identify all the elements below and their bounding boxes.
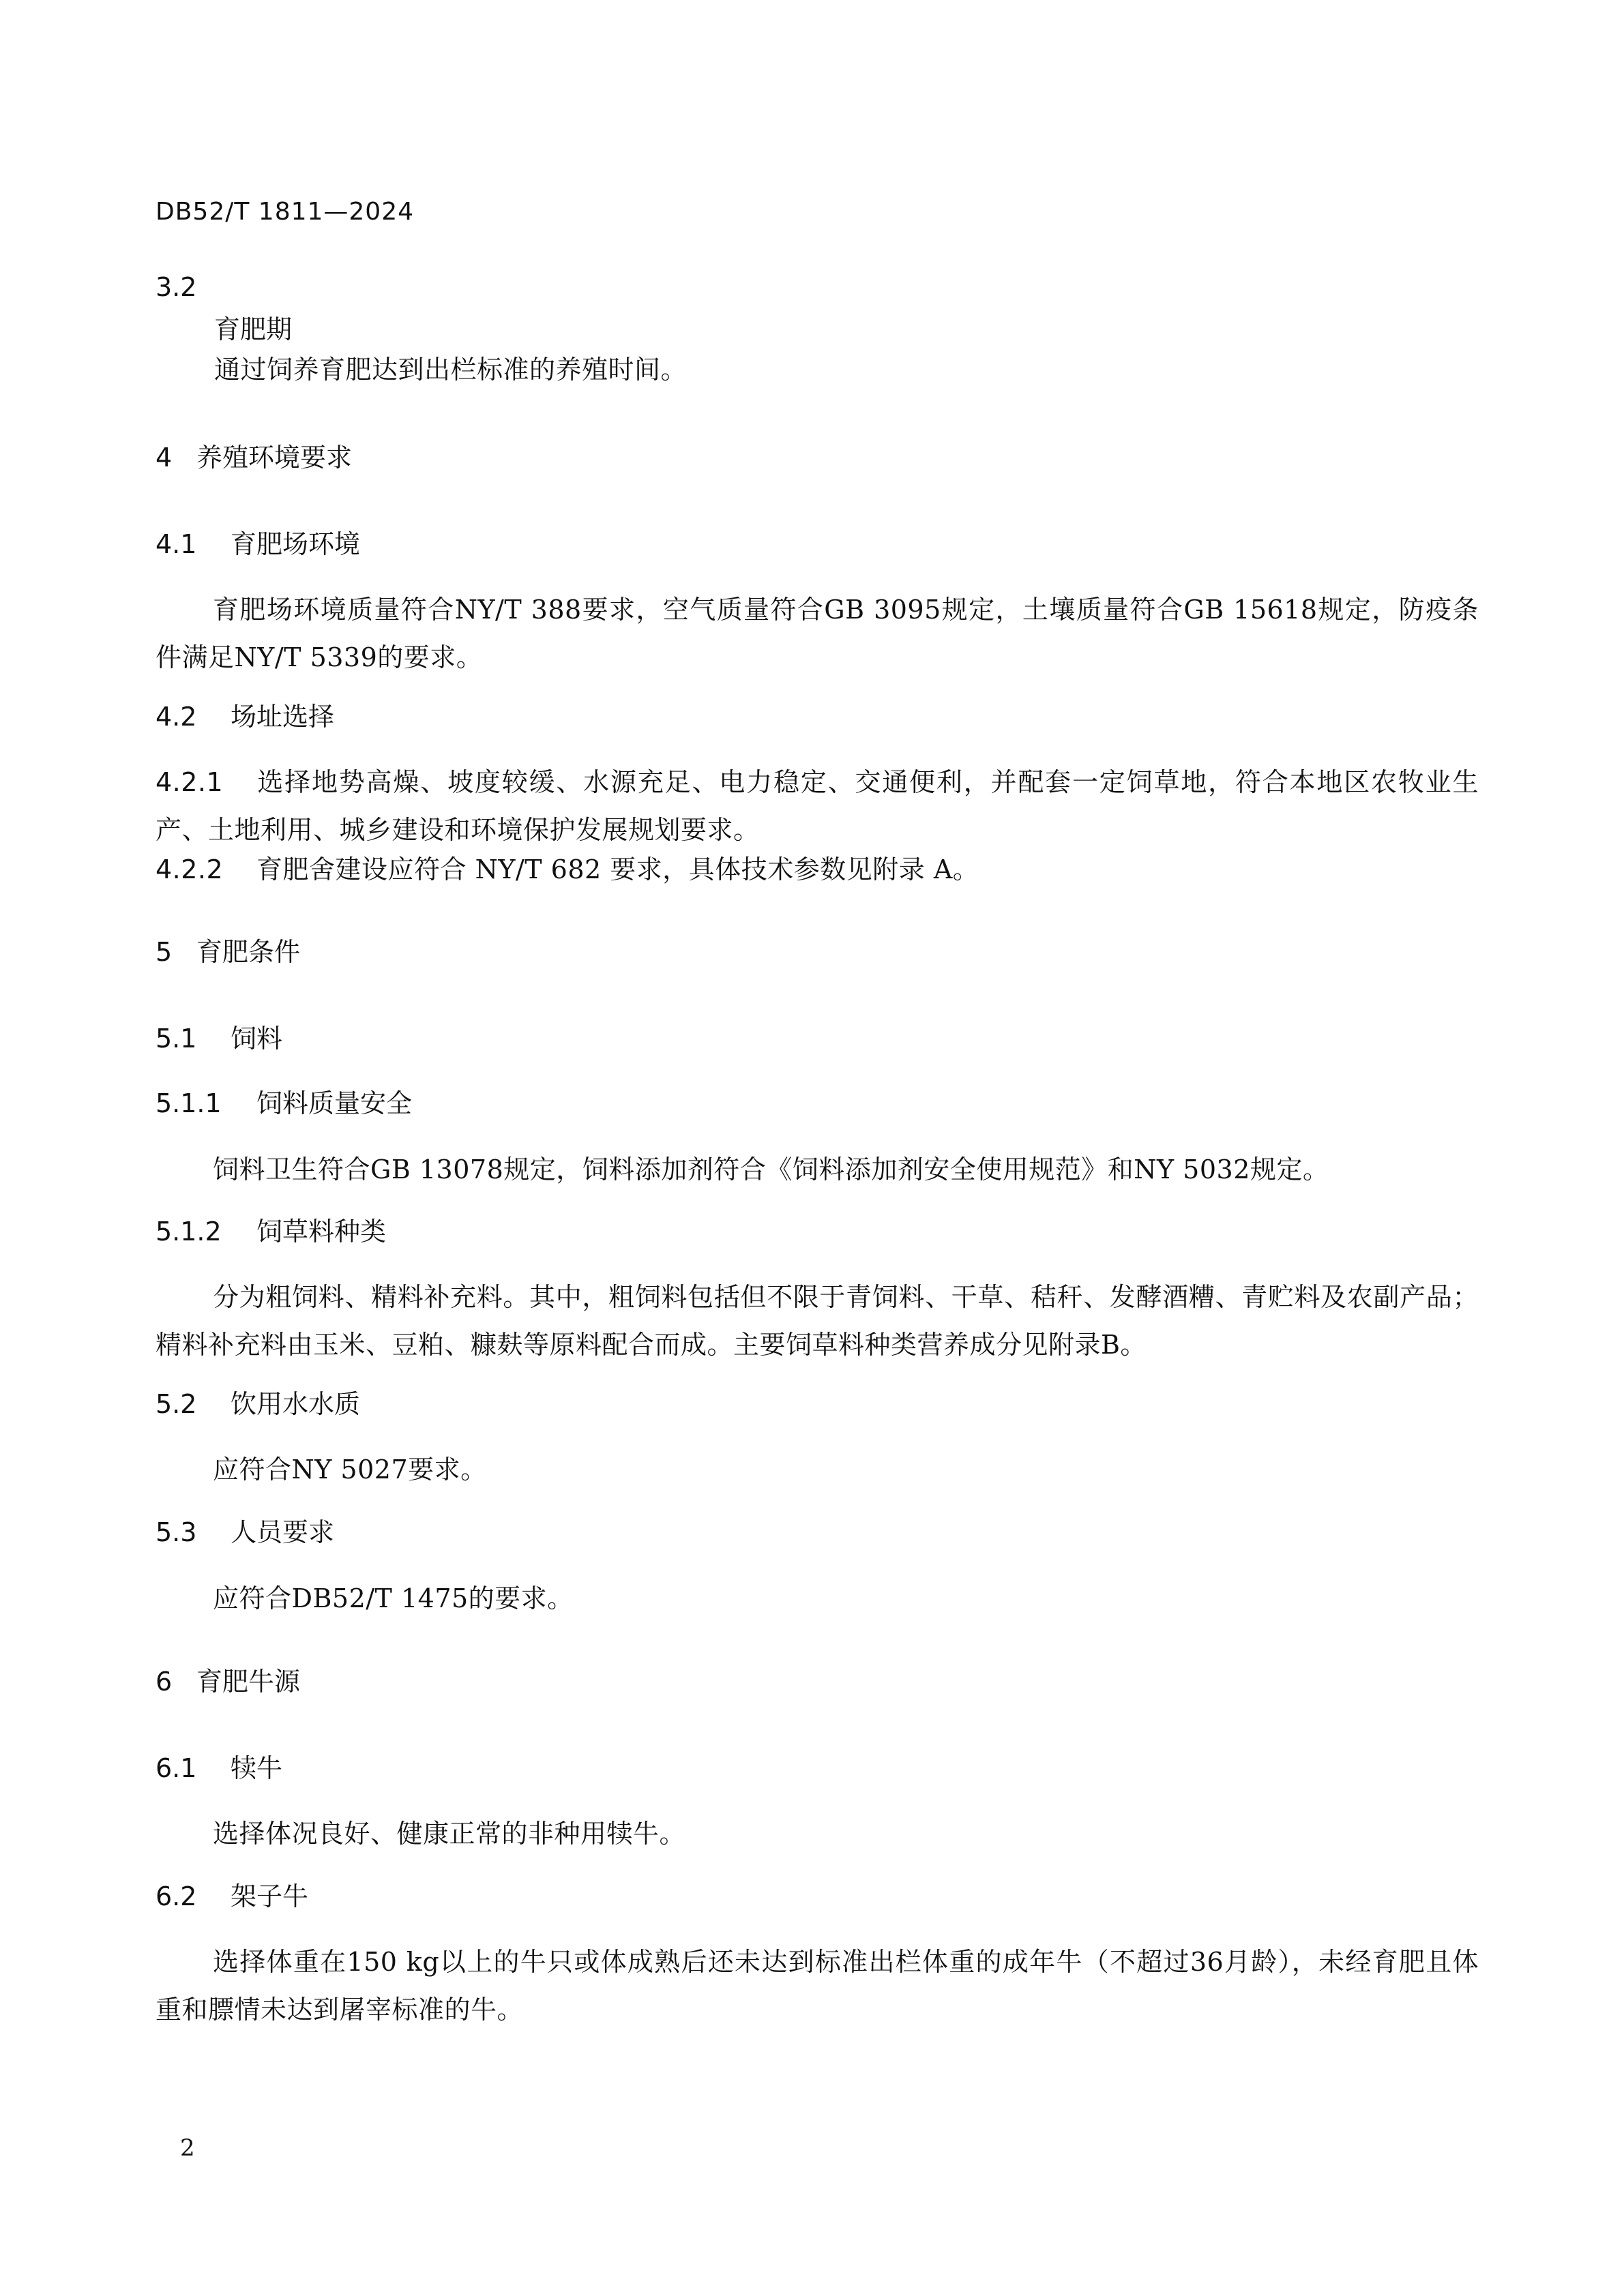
paragraph-6-2: 选择体重在150 kg以上的牛只或体成熟后还未达到标准出栏体重的成年牛（不超过36月龄），未经育肥且体重和膘情未达到屠宰标准的牛。 xyxy=(156,1947,1479,2025)
term-title: 育肥期 xyxy=(214,314,293,344)
section-heading-5-1 xyxy=(156,1023,282,1054)
section-number: 6.1 xyxy=(156,1753,197,1783)
section-number: 5 xyxy=(156,937,173,967)
list-item-4-2-2 xyxy=(156,846,1479,893)
paragraph-5-2: 应符合NY 5027要求。 xyxy=(213,1455,487,1485)
section-number: 6.2 xyxy=(156,1881,197,1911)
item-text: 育肥舍建设应符合 NY/T 682 要求，具体技术参数见附录 A。 xyxy=(256,854,979,884)
section-number: 5.2 xyxy=(156,1389,197,1419)
page-number: 2 xyxy=(180,2134,195,2162)
paragraph-6-1: 选择体况良好、健康正常的非种用犊牛。 xyxy=(213,1819,686,1849)
section-heading-5-1-2 xyxy=(156,1216,386,1247)
section-number: 4.1 xyxy=(156,529,197,559)
section-number: 4 xyxy=(156,443,173,473)
section-title: 育肥条件 xyxy=(196,937,301,967)
section-heading-4-1 xyxy=(156,528,360,560)
paragraph-5-1-1: 饲料卫生符合GB 13078规定，饲料添加剂符合《饲料添加剂安全使用规范》和NY 5032规定。 xyxy=(213,1154,1329,1184)
section-heading-5-1-1 xyxy=(156,1088,412,1119)
section-title: 饲料 xyxy=(231,1024,283,1054)
paragraph-4-1: 育肥场环境质量符合NY/T 388要求，空气质量符合GB 3095规定，土壤质量符合GB 15618规定，防疫条件满足NY/T 5339的要求。 xyxy=(156,595,1479,672)
item-number: 4.2.2 xyxy=(156,854,224,884)
section-number: 5.1.2 xyxy=(156,1217,222,1247)
section-heading-4 xyxy=(156,442,352,473)
section-title: 养殖环境要求 xyxy=(196,443,353,473)
section-heading-6-1 xyxy=(156,1753,282,1784)
section-title: 育肥场环境 xyxy=(231,529,361,559)
item-number: 4.2.1 xyxy=(156,767,224,797)
clause-number-3-2: 3.2 xyxy=(156,272,197,302)
section-heading-6-2 xyxy=(156,1881,308,1912)
section-number: 5.1.1 xyxy=(156,1088,222,1118)
section-number: 4.2 xyxy=(156,702,197,732)
section-title: 架子牛 xyxy=(231,1881,309,1911)
section-title: 饲草料种类 xyxy=(256,1217,387,1247)
section-title: 饲料质量安全 xyxy=(256,1088,413,1118)
section-heading-5-2 xyxy=(156,1388,360,1420)
item-text: 选择地势高燥、坡度较缓、水源充足、电力稳定、交通便利，并配套一定饲草地，符合本地区农牧业生产、土地利用、城乡建设和环境保护发展规划要求。 xyxy=(156,767,1479,845)
section-heading-5 xyxy=(156,936,300,968)
section-number: 5.1 xyxy=(156,1024,197,1054)
section-heading-4-2 xyxy=(156,701,334,732)
section-heading-6 xyxy=(156,1666,300,1697)
section-title: 场址选择 xyxy=(231,702,335,732)
section-title: 饮用水水质 xyxy=(231,1389,361,1419)
section-heading-5-3 xyxy=(156,1517,334,1548)
paragraph-5-1-2: 分为粗饲料、精料补充料。其中，粗饲料包括但不限于青饲料、干草、秸秆、发酵酒糟、青贮料及农副产品；精料补充料由玉米、豆粕、糠麸等原料配合而成。主要饲草料种类营养成分见附录B。 xyxy=(156,1282,1479,1360)
paragraph-5-3: 应符合DB52/T 1475的要求。 xyxy=(213,1583,574,1613)
list-item-4-2-1 xyxy=(156,758,1479,854)
section-number: 6 xyxy=(156,1667,173,1697)
document-code-header: DB52/T 1811—2024 xyxy=(156,198,415,226)
section-title: 人员要求 xyxy=(231,1517,335,1547)
section-title: 犊牛 xyxy=(231,1753,283,1783)
section-number: 5.3 xyxy=(156,1517,197,1547)
term-definition: 通过饲养育肥达到出栏标准的养殖时间。 xyxy=(214,355,688,385)
section-title: 育肥牛源 xyxy=(196,1667,301,1697)
